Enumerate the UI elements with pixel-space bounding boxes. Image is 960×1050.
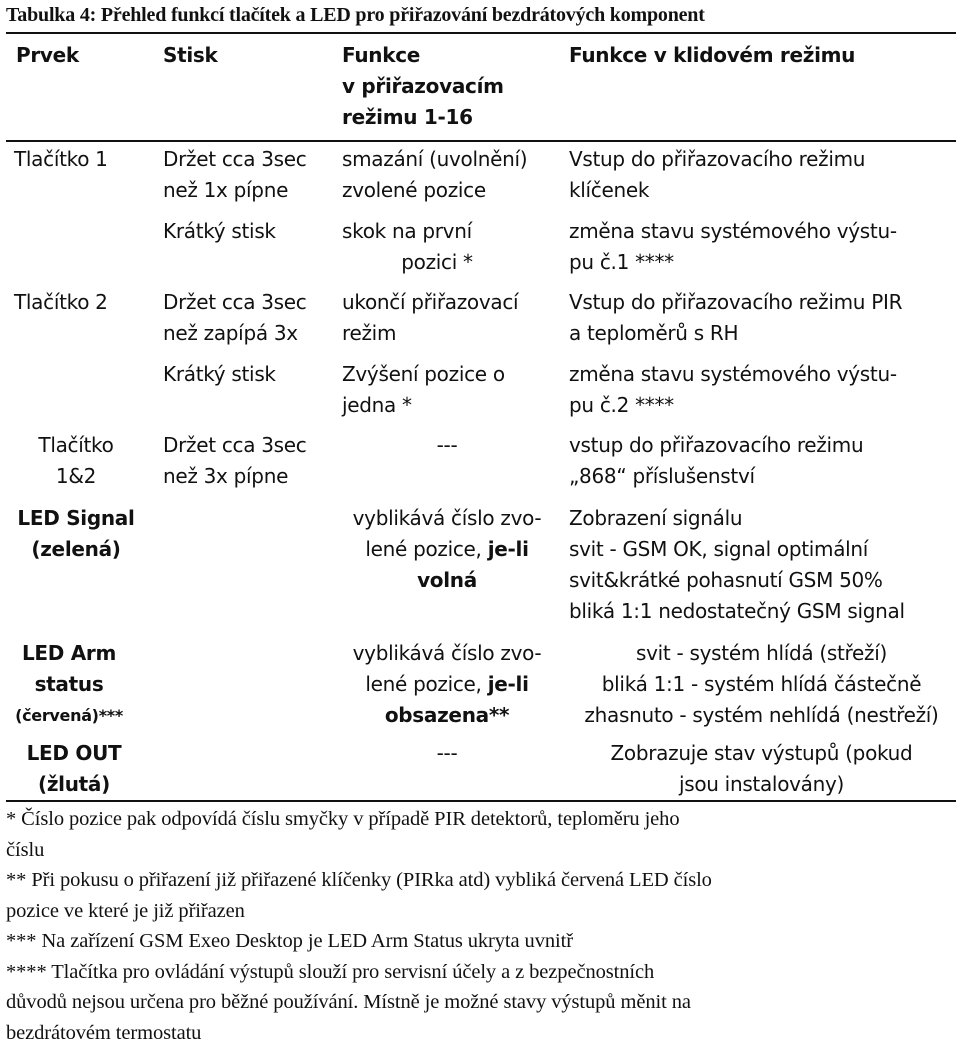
row1-prvek: Tlačítko 1 — [14, 147, 108, 171]
row6-funkce: vyblikává číslo zvo- lené pozice, je-li volná — [352, 506, 542, 592]
table-caption: Tabulka 4: Přehled funkcí tlačítek a LED pro přiřazování bezdrátových komponent — [6, 4, 705, 26]
header-klid: Funkce v klidovém režimu — [569, 43, 856, 67]
row7-prvek: LED Arm status (červená)*** — [15, 641, 123, 725]
header-funkce: Funkce v přiřazovacím režimu 1-16 — [342, 43, 504, 129]
row6-klid: Zobrazení signálu svit - GSM OK, signal optimální svit&krátké pohasnutí GSM 50% bliká 1:1 nedostatečný GSM signal — [569, 506, 905, 623]
row5-funkce: --- — [436, 433, 458, 457]
footnote-line: bezdrátovém termostatu — [6, 1021, 202, 1044]
row4-stisk: Krátký stisk — [163, 362, 276, 386]
row3-prvek: Tlačítko 2 — [14, 290, 108, 314]
row3-funkce: ukončí přiřazovací režim — [342, 290, 519, 345]
row3-klid: Vstup do přiřazovacího režimu PIR a teploměrů s RH — [569, 290, 903, 345]
row7-funkce: vyblikává číslo zvo- lené pozice, je-li obsazena** — [352, 641, 542, 727]
row1-klid: Vstup do přiřazovacího režimu klíčenek — [569, 147, 866, 202]
header-prvek: Prvek — [16, 43, 79, 67]
footnote-line: číslu — [6, 838, 45, 861]
row2-funkce: skok na první pozici * — [342, 219, 473, 274]
footnote-line: *** Na zařízení GSM Exeo Desktop je LED Arm Status ukryta uvnitř — [6, 930, 573, 952]
footnote-line: **** Tlačítka pro ovládání výstupů slouží pro servisní účely a z bezpečnostních — [6, 960, 655, 983]
footnote-line: ** Při pokusu o přiřazení již přiřazené klíčenky (PIRka atd) vybliká červená LED číslo — [6, 869, 712, 891]
row8-klid: Zobrazuje stav výstupů (pokud jsou instalovány) — [610, 741, 913, 796]
row8-funkce: --- — [436, 741, 458, 765]
row3-stisk: Držet cca 3sec než zapípá 3x — [163, 290, 307, 345]
row5-stisk: Držet cca 3sec než 3x pípne — [163, 433, 307, 488]
footnote-line: * Číslo pozice pak odpovídá číslu smyčky v případě PIR detektorů, teploměru jeho — [6, 808, 680, 830]
footnotes — [6, 804, 954, 1048]
row1-stisk: Držet cca 3sec než 1x pípne — [163, 147, 307, 202]
footnote-line: důvodů nejsou určena pro běžné používání. Místně je možné stavy výstupů měnit na — [6, 991, 691, 1013]
row5-prvek: Tlačítko 1&2 — [38, 433, 114, 488]
functions-table — [6, 32, 956, 802]
row2-stisk: Krátký stisk — [163, 219, 276, 243]
footnote-line: pozice ve které je již přiřazen — [6, 899, 245, 922]
row7-klid: svit - systém hlídá (střeží) bliká 1:1 - systém hlídá částečně zhasnuto - systém nehlídá (nestřeží) — [584, 641, 939, 727]
row6-prvek: LED Signal (zelená) — [17, 506, 135, 561]
row1-funkce: smazání (uvolnění) zvolené pozice — [342, 147, 528, 202]
header-stisk: Stisk — [163, 43, 218, 67]
row4-funkce: Zvýšení pozice o jedna * — [342, 362, 505, 417]
row5-klid: vstup do přiřazovacího režimu „868“ příslušenství — [569, 433, 864, 488]
row4-klid: změna stavu systémového výstu- pu č.2 **** — [569, 362, 897, 417]
row8-prvek: LED OUT (žlutá) — [26, 741, 122, 796]
row2-klid: změna stavu systémového výstu- pu č.1 **** — [569, 219, 897, 274]
